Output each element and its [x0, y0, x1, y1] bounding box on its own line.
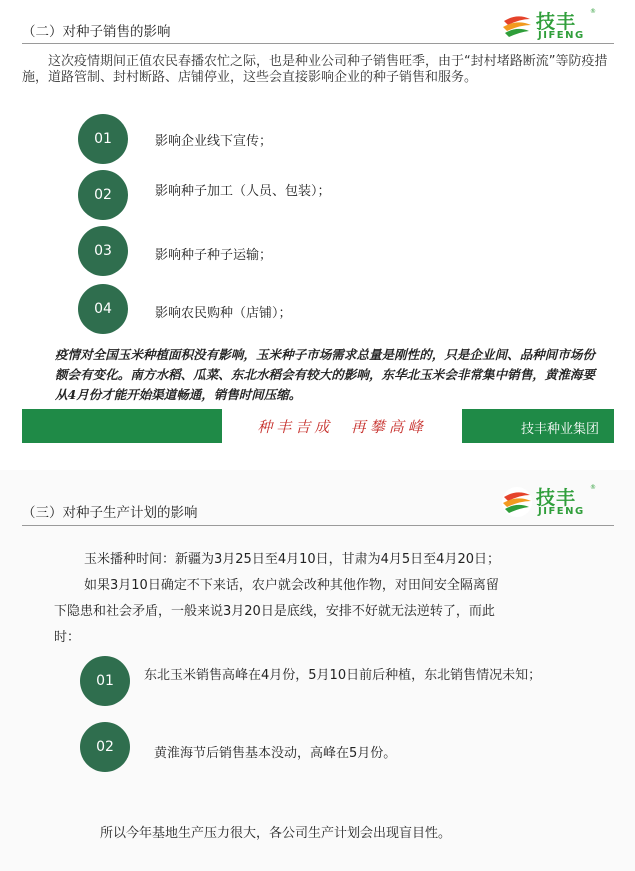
body-line: 如果3月10日确定不下来话，农户就会改种其他作物，对田间安全隔离留: [84, 578, 499, 593]
body-line: 时：: [54, 630, 81, 645]
footer-banner: [22, 409, 614, 443]
jifeng-logo: [500, 8, 604, 46]
logo-registered-mark: ®: [590, 8, 596, 15]
title-divider: [22, 525, 614, 526]
title-divider: [22, 43, 614, 44]
jifeng-logo: [500, 484, 604, 522]
slide-separator: [0, 445, 635, 470]
slide-production-plan-impact: [0, 470, 635, 871]
item-number-badge: 04: [78, 284, 128, 334]
sowing-time-line: 玉米播种时间：新疆为3月25日至4月10日，甘肃为4月5日至4月20日；: [84, 552, 500, 567]
item-number-badge: 03: [78, 226, 128, 276]
slogan-text: 种丰吉成 再攀高峰: [257, 418, 427, 436]
body-line: 下隐患和社会矛盾，一般来说3月20日是底线，安排不好就无法逆转了，而此: [54, 604, 495, 619]
item-text: 影响种子种子运输；: [155, 248, 273, 263]
item-number-badge: 01: [80, 656, 130, 706]
logo-emblem-icon: [500, 9, 534, 43]
conclusion-line: 所以今年基地生产压力很大，各公司生产计划会出现盲目性。: [100, 826, 452, 841]
item-text: 影响企业线下宣传；: [155, 134, 273, 149]
item-number-badge: 01: [78, 114, 128, 164]
logo-chinese-text: 技丰: [536, 487, 577, 509]
company-name: 技丰种业集团: [520, 422, 599, 437]
summary-paragraph: 疫情对全国玉米种植面积没有影响，玉米种子市场需求总量是刚性的，只是企业间、品种间市场份额会有变化。南方水稻、瓜菜、东北水稻会有较大的影响，东华北玉米会非常集中销售，黄淮海要从4月份才能开始渠道畅通，销售时间压缩。: [55, 347, 595, 402]
item-number-badge: 02: [80, 722, 130, 772]
item-text: 黄淮海节后销售基本没动，高峰在5月份。: [154, 746, 397, 761]
section-title: （三）对种子生产计划的影响: [22, 505, 198, 521]
logo-english-text: JIFENG: [538, 506, 585, 517]
logo-emblem-icon: [500, 485, 534, 519]
intro-paragraph: 这次疫情期间正值农民春播农忙之际，也是种业公司种子销售旺季，由于“封村堵路断流”等防疫措施，道路管制、封村断路、店铺停业，这些会直接影响企业的种子销售和服务。: [22, 54, 608, 85]
item-text: 影响种子加工（人员、包装）；: [155, 184, 331, 199]
logo-registered-mark: ®: [590, 484, 596, 491]
logo-chinese-text: 技丰: [536, 11, 577, 33]
section-title: （二）对种子销售的影响: [22, 24, 171, 40]
item-text: 东北玉米销售高峰在4月份，5月10日前后种植，东北销售情况未知；: [144, 668, 542, 683]
logo-english-text: JIFENG: [538, 30, 585, 41]
item-text: 影响农民购种（店铺）；: [155, 306, 292, 321]
item-number-badge: 02: [78, 170, 128, 220]
